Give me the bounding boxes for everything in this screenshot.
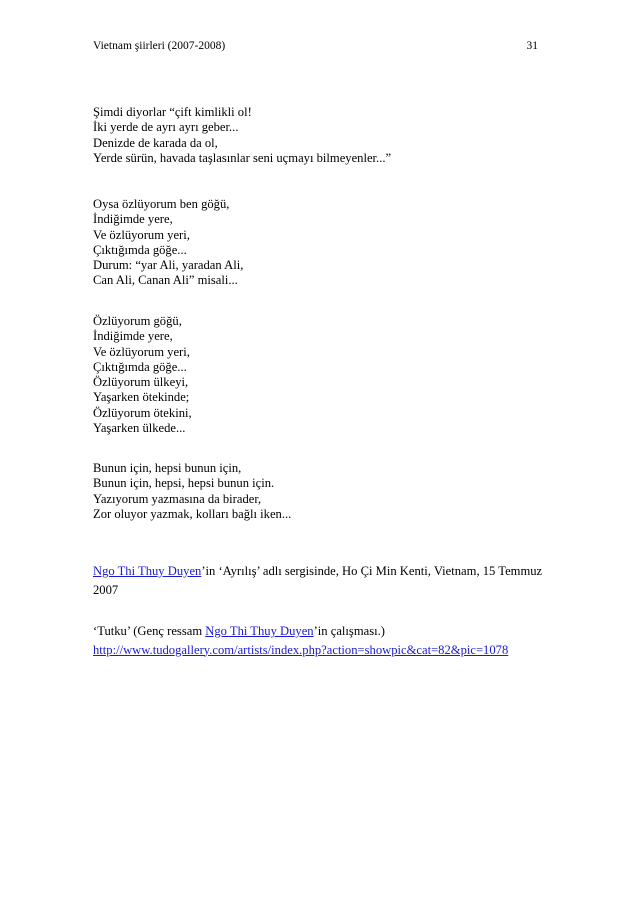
poem-line: Özlüyorum göğü, [93, 314, 182, 328]
poem-line: Çıktığımda göğe... [93, 359, 187, 374]
image-caption [93, 562, 553, 599]
stanza-1 [93, 105, 553, 166]
poem-line: İki yerde de ayrı ayrı geber... [93, 120, 239, 135]
poem-line: Ve özlüyorum yeri, [93, 344, 190, 359]
poem-line: Özlüyorum ötekini, [93, 405, 192, 420]
credit-suffix: ’in çalışması.) [313, 624, 385, 638]
credit-artist-link[interactable]: Ngo Thi Thuy Duyen [205, 624, 314, 638]
stanza-4 [93, 461, 553, 522]
poem-line: İndiğimde yere, [93, 329, 173, 344]
poem-line: Şimdi diyorlar “çift kimlikli ol! [93, 105, 252, 119]
page-header [93, 37, 538, 55]
caption-text: ’in ‘Ayrılış’ adlı sergisinde, Ho Çi Min Kenti, Vietnam, 15 Temmuz 2007 [93, 564, 543, 597]
poem-line: Denizde de karada da ol, [93, 135, 218, 150]
poem-line: Bunun için, hepsi, hepsi bunun için. [93, 476, 275, 491]
gallery-url-link[interactable]: http://www.tudogallery.com/artists/index.php?action=showpic&cat=82&pic=1078 [93, 642, 509, 657]
poem-line: Çıktığımda göğe... [93, 242, 187, 257]
poem-line: Yerde sürün, havada taşlasınlar seni uçmayı bilmeyenler...” [93, 150, 392, 165]
poem-line: Özlüyorum ülkeyi, [93, 375, 189, 390]
poem-line: Bunun için, hepsi bunun için, [93, 461, 242, 475]
header-title: Vietnam şiirleri (2007-2008) [93, 40, 226, 52]
poem-line: Yaşarken ülkede... [93, 421, 186, 436]
poem-line: Can Ali, Canan Ali” misali... [93, 273, 238, 288]
poem-line: Durum: “yar Ali, yaradan Ali, [93, 258, 244, 273]
credit-prefix: ‘Tutku’ (Genç ressam [93, 624, 206, 638]
stanza-3 [93, 314, 553, 436]
poem-line: Yazıyorum yazmasına da birader, [93, 491, 262, 506]
stanza-2 [93, 197, 553, 289]
poem-line: Yaşarken ötekinde; [93, 390, 190, 405]
image-credit [93, 622, 553, 659]
poem-line: Zor oluyor yazmak, kolları bağlı iken... [93, 506, 292, 521]
poem-line: Oysa özlüyorum ben göğü, [93, 197, 230, 211]
page-number: 31 [526, 40, 538, 52]
poem-line: Ve özlüyorum yeri, [93, 227, 190, 242]
artist-link[interactable]: Ngo Thi Thuy Duyen [93, 564, 202, 578]
poem-line: İndiğimde yere, [93, 212, 173, 227]
